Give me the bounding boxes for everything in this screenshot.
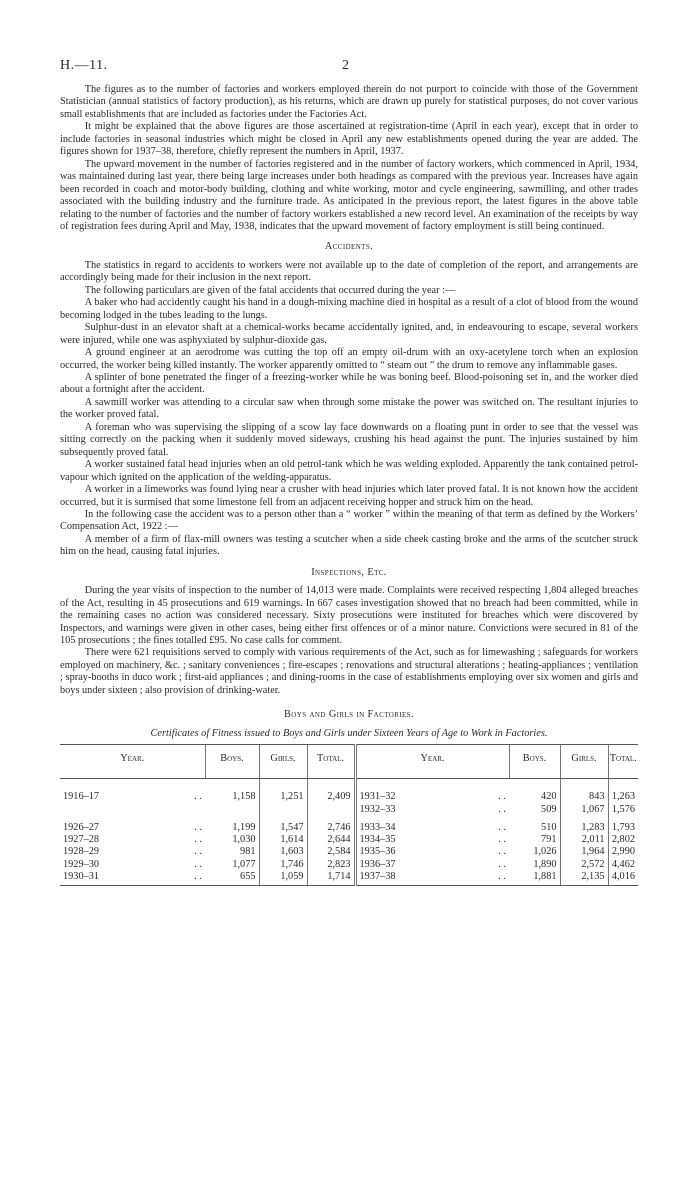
table-header-row <box>60 745 638 779</box>
table-cell-r-girls: 2,135 <box>560 871 608 886</box>
leader-dots: . . <box>498 803 506 815</box>
table-cell-r-boys: 791 <box>541 834 557 846</box>
leader-dots: . . <box>194 858 202 870</box>
table-cell-r-boys: 1,026 <box>533 846 557 858</box>
intro-section <box>60 84 638 233</box>
leader-dots: . . <box>498 858 506 870</box>
table-cell-l-boys: 1,077 <box>232 858 256 870</box>
table-row <box>60 846 638 858</box>
leader-dots: . . <box>445 871 509 886</box>
accident-paragraph: The statistics in regard to accidents to workers were not available up to the date of completion of the report, and arrangements are accordingly being made for their inclusion in the next report. <box>60 259 638 284</box>
table-cell-r-year: 1933–34 <box>355 816 445 834</box>
table-cell-r-girls: 843 <box>560 779 608 804</box>
table-cell-r-year: 1935–36 <box>355 846 445 858</box>
table-cell-l-total: 2,409 <box>307 779 355 804</box>
inspection-paragraph: There were 621 requisitions served to comply with various requirements of the Act, such as for limewashing ; safeguards for workers employed on machinery, &c. ; sanitary conveniences ; fire-escapes ; renovations and structural alterations ; heating-appliances ; ventilation ; spray-booths in duco work ; first-aid appliances ; and dining-rooms in the case of establishments employing over six women and girls and boys under sixteen ; also provision of drinking-water. <box>60 647 638 696</box>
column-header: Boys. <box>509 745 560 779</box>
table-cell-l-year: 1930–31 <box>60 871 142 886</box>
inspection-paragraph: During the year visits of inspection to the number of 14,013 were made. Complaints were received respecting 1,804 alleged breaches of the Act, resulting in 45 prosecutions and 619 warnings. In 667 cases investigation showed that no breach had been committed, while in the remaining cases no action was considered necessary. Sixty prosecutions were instituted for breaches which were discovered by Inspectors, and warnings were given in other cases, being either first offences or of a minor nature. Convictions were secured in 81 of the 105 prosecutions ; the fines totalled £95. No case calls for comment. <box>60 585 638 647</box>
leader-dots <box>142 804 205 816</box>
document-page <box>60 58 638 886</box>
table-cell-l-total: 2,823 <box>307 859 355 871</box>
accident-paragraph: A member of a firm of flax-mill owners was testing a scutcher when a side cheek casting broke and the arms of the scutcher struck him on the head, causing fatal injuries. <box>60 533 638 558</box>
table-cell-l-boys: 1,199 <box>232 821 256 833</box>
table-cell-l-girls: 1,059 <box>259 871 307 886</box>
leader-dots: . . <box>194 791 202 803</box>
table-row <box>60 859 638 871</box>
column-header: Girls. <box>560 745 608 779</box>
table-cell-l-girls: 1,603 <box>259 846 307 858</box>
table-cell-r-year: 1937–38 <box>355 871 445 886</box>
table-cell-r-year: 1931–32 <box>355 779 445 804</box>
column-header: Total. <box>307 745 355 779</box>
table-cell-l-boys: 981 <box>240 846 256 858</box>
table-cell-r-boys: 1,881 <box>509 871 560 886</box>
leader-dots: . . <box>498 846 506 858</box>
table-cell-l-total: 2,644 <box>307 834 355 846</box>
table-cell-r-total: 1,263 <box>608 779 638 804</box>
table-cell-l-year: 1929–30 <box>63 858 100 870</box>
table-row <box>60 834 638 846</box>
table-cell-l-girls: 1,746 <box>259 859 307 871</box>
intro-paragraph: It might be explained that the above figures are those ascertained at registration-time (April in each year), except that in order to include factories in seasonal industries which might be closed in April any new establishments opened during the year are added. The figures shown for 1937–38, therefore, chiefly represent the numbers in April, 1937. <box>60 121 638 158</box>
certificates-subheading: Certificates of Fitness issued to Boys and Girls under Sixteen Years of Age to Work in Factories. <box>150 727 548 739</box>
table-cell-r-year: 1932–33 <box>355 804 445 816</box>
leader-dots: . . <box>194 821 202 833</box>
leader-dots: . . <box>498 791 506 803</box>
table-cell-r-year: 1936–37 <box>355 859 445 871</box>
page-number: 2 <box>342 58 349 73</box>
accidents-heading: Accidents. <box>324 241 374 253</box>
table-row <box>60 779 638 804</box>
table-cell-l-total: 1,714 <box>307 871 355 886</box>
table-cell-r-boys: 509 <box>541 803 557 815</box>
accident-paragraph: A baker who had accidently caught his hand in a dough-mixing machine died in hospital as a result of a clot of blood from the wound becoming lodged in the tubes leading to the lungs. <box>60 297 638 321</box>
table-cell-l-total: 2,746 <box>307 816 355 834</box>
intro-paragraph: The upward movement in the number of factories registered and in the number of factory workers, which commenced in April, 1934, was maintained during last year, there being large increases under both headings as compared with the previous year. Increases have again been recorded in coach and motor-body building, clothing and white working, motor and cycle engineering, sawmilling, and other trades associated with the building industry and the furniture trade. As anticipated in the previous report, the latest figures in the above table relating to the number of factories and the number of factory workers established a new record level. An examination of the receipts by way of registration fees during April and May, 1938, indicates that the upward movement of factory employment is still being continued. <box>60 158 638 232</box>
column-header: Girls. <box>259 745 307 779</box>
table-cell-l-girls: 1,547 <box>259 816 307 834</box>
table-row <box>60 871 638 886</box>
table-cell-r-total: 2,802 <box>608 834 638 846</box>
boys-girls-section <box>60 709 638 886</box>
table-cell-l-boys: 1,030 <box>232 834 256 846</box>
inspections-section <box>60 567 638 698</box>
column-header: Year. <box>355 745 509 779</box>
accident-paragraph: A foreman who was supervising the slipping of a scow lay face downwards on a floating punt in order to see that the vessel was sitting correctly on the packing when it suddenly moved sideways, crushing his head against the punt. The injuries sustained by him subsequently proved fatal. <box>60 421 638 458</box>
table-cell-l-year: 1928–29 <box>63 846 100 858</box>
table-cell-l-boys <box>205 804 259 816</box>
table-cell-r-total: 2,990 <box>608 846 638 858</box>
table-cell-r-total: 1,576 <box>608 804 638 816</box>
table-cell-r-boys: 1,890 <box>533 858 557 870</box>
table-cell-r-girls: 2,572 <box>560 859 608 871</box>
accident-paragraph: The following particulars are given of the fatal accidents that occurred during the year :— <box>84 284 456 296</box>
table-cell-r-total: 1,793 <box>608 816 638 834</box>
table-cell-l-total <box>307 804 355 816</box>
leader-dots: . . <box>194 846 202 858</box>
certificates-table <box>60 744 638 886</box>
table-cell-r-girls: 1,283 <box>560 816 608 834</box>
accident-paragraph: Sulphur-dust in an elevator shaft at a chemical-works became accidentally ignited, and, in endeavouring to escape, several workers were injured, while one was asphyxiated by sulphur-dioxide gas. <box>60 322 638 346</box>
table-row <box>60 804 638 816</box>
accident-paragraph: A worker in a limeworks was found lying near a crusher with head injuries which later proved fatal. It is not known how the accident occurred, but it is surmised that some limestone fell from an adjacent receiving hopper and struck him on the head. <box>60 484 638 508</box>
column-header: Boys. <box>205 745 259 779</box>
accident-paragraph: A sawmill worker was attending to a circular saw when through some mistake the power was switched on. The resultant injuries to the worker proved fatal. <box>60 396 638 421</box>
boys-girls-heading: Boys and Girls in Factories. <box>284 709 414 721</box>
table-cell-l-girls <box>259 804 307 816</box>
column-header: Year. <box>60 745 205 779</box>
table-cell-l-girls: 1,251 <box>259 779 307 804</box>
accident-paragraph: A worker sustained fatal head injuries when an old petrol-tank which he was welding exploded. Apparently the tank contained petrol-vapour which ignited on the application of the welding-apparatus. <box>60 459 638 483</box>
page-header <box>60 58 638 84</box>
table-row <box>60 816 638 834</box>
document-reference: H.—11. <box>60 58 108 73</box>
table-cell-l-year: 1926–27 <box>63 821 100 833</box>
leader-dots: . . <box>498 821 506 833</box>
column-header: Total. <box>608 745 638 779</box>
table-cell-l-boys: 655 <box>205 871 259 886</box>
inspections-heading: Inspections, Etc. <box>311 566 387 578</box>
leader-dots: . . <box>194 834 202 846</box>
table-cell-r-girls: 1,067 <box>560 804 608 816</box>
table-cell-l-year: 1916–17 <box>63 791 100 803</box>
table-cell-l-year: 1927–28 <box>63 834 100 846</box>
accident-paragraph: A splinter of bone penetrated the finger of a freezing-worker while he was boning beef. Blood-poisoning set in, and the worker died about a fortnight after the accident. <box>60 371 638 396</box>
table-cell-r-year: 1934–35 <box>355 834 445 846</box>
table-cell-l-girls: 1,614 <box>259 834 307 846</box>
table-cell-r-boys: 510 <box>541 821 557 833</box>
table-cell-r-girls: 1,964 <box>560 846 608 858</box>
leader-dots: . . <box>498 834 506 846</box>
accident-paragraph: In the following case the accident was to a person other than a “ worker ” within the meaning of that term as defined by the Workers’ Compensation Act, 1922 :— <box>60 508 638 533</box>
accidents-section <box>60 241 638 558</box>
leader-dots: . . <box>142 871 205 886</box>
accident-paragraph: A ground engineer at an aerodrome was cutting the top off an empty oil-drum with an oxy-acetylene torch when an explosion occurred, the worker being killed instantly. The worker apparently omitted to “ steam out ” the drum to remove any inflammable gases. <box>60 347 638 371</box>
table-cell-r-total: 4,016 <box>608 871 638 886</box>
table-cell-r-total: 4,462 <box>608 859 638 871</box>
table-cell-r-boys: 420 <box>541 791 557 803</box>
table-cell-l-boys: 1,158 <box>232 791 256 803</box>
table-cell-l-total: 2,584 <box>307 846 355 858</box>
table-cell-r-girls: 2,011 <box>560 834 608 846</box>
table-cell-l-year <box>60 804 142 816</box>
intro-paragraph: The figures as to the number of factories and workers employed therein do not purport to coincide with those of the Government Statistician (annual statistics of factory production), as his returns, which are drawn up purely for statistical purposes, do not cover various small establishments that are included as factories under the Factories Act. <box>60 84 638 120</box>
